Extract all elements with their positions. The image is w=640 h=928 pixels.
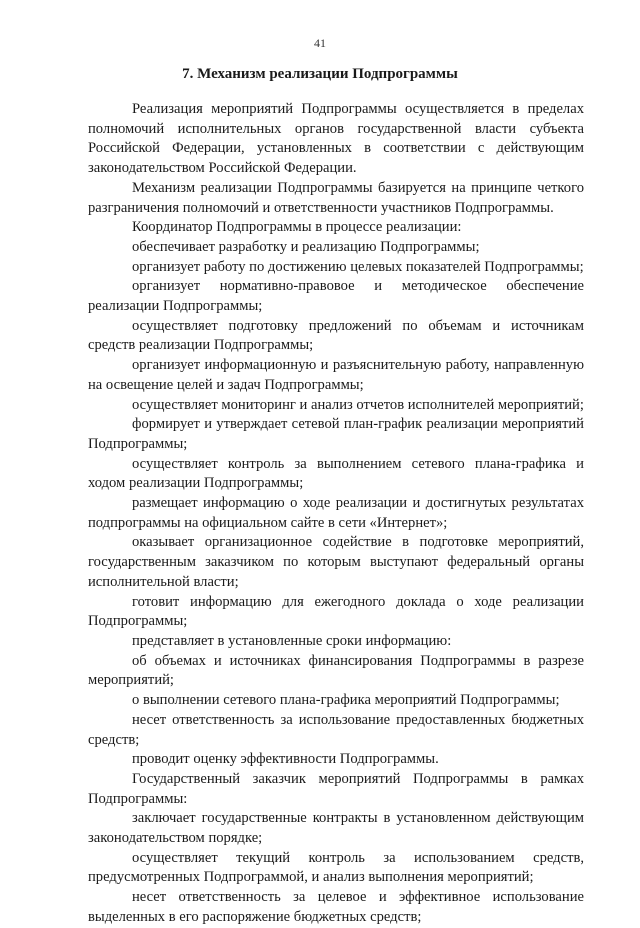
paragraph: несет ответственность за использование предоставленных бюджетных средств;	[88, 711, 584, 748]
paragraph: организует нормативно-правовое и методическое обеспечение реализации Подпрограммы;	[88, 278, 584, 315]
paragraph: проводит оценку эффективности Подпрограммы.	[132, 751, 439, 768]
paragraph: осуществляет контроль за выполнением сетевого плана-графика и ходом реализации Подпрограммы;	[88, 455, 584, 492]
paragraph: формирует и утверждает сетевой план-график реализации мероприятий Подпрограммы;	[88, 416, 584, 452]
paragraph: готовит информацию для ежегодного доклада о ходе реализации Подпрограммы;	[88, 593, 584, 630]
paragraph: организует информационную и разъяснительную работу, направленную на освещение целей и задач Подпрограммы;	[88, 357, 584, 393]
paragraph: оказывает организационное содействие в подготовке мероприятий, государственным заказчиком по которым выступают федеральный органы исполнительной власти;	[88, 534, 584, 590]
page-number: 41	[314, 36, 326, 50]
paragraph: Координатор Подпрограммы в процессе реализации:	[132, 219, 462, 236]
section-heading: 7. Механизм реализации Подпрограммы	[182, 66, 458, 82]
paragraph: представляет в установленные сроки информацию:	[132, 632, 452, 649]
paragraph: Механизм реализации Подпрограммы базируется на принципе четкого разграничения полномочий и ответственности участников Подпрограммы.	[88, 179, 584, 216]
paragraph: организует работу по достижению целевых показателей Подпрограммы;	[132, 258, 584, 275]
paragraph: о выполнении сетевого плана-графика мероприятий Подпрограммы;	[132, 692, 560, 709]
paragraph: Государственный заказчик мероприятий Подпрограммы в рамках Подпрограммы:	[88, 770, 584, 807]
paragraph: обеспечивает разработку и реализацию Подпрограммы;	[132, 238, 480, 255]
paragraph: заключает государственные контракты в установленном действующим законодательством порядке;	[88, 810, 584, 847]
paragraph: несет ответственность за целевое и эффективное использование выделенных в его распоряжение бюджетных средств;	[88, 889, 584, 925]
paragraph: Реализация мероприятий Подпрограммы осуществляется в пределах полномочий исполнительных органов государственной власти субъекта Российской Федерации, установленных в соответствии с действующим законодательством Российской Федерации.	[88, 101, 584, 177]
paragraph: осуществляет подготовку предложений по объемам и источникам средств реализации Подпрограммы;	[88, 317, 584, 354]
paragraph: осуществляет текущий контроль за использованием средств, предусмотренных Подпрограммой, и анализ выполнения мероприятий;	[88, 849, 584, 886]
paragraph: осуществляет мониторинг и анализ отчетов исполнителей мероприятий;	[132, 396, 584, 413]
paragraph: об объемах и источниках финансирования Подпрограммы в разрезе мероприятий;	[88, 652, 584, 689]
document-body	[88, 100, 584, 928]
paragraph: размещает информацию о ходе реализации и достигнутых результатах подпрограммы на официальном сайте в сети «Интернет»;	[88, 495, 584, 531]
